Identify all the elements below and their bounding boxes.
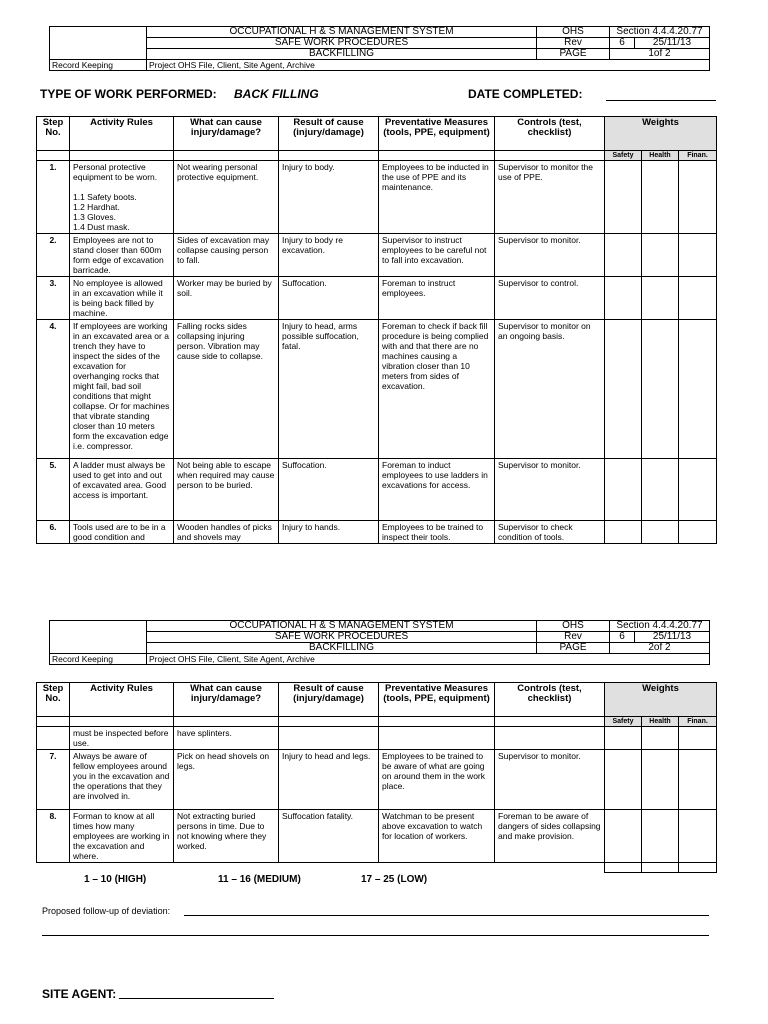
weight-cell[interactable] — [642, 750, 679, 810]
logo-cell — [50, 27, 147, 60]
record-keeping-label: Record Keeping — [50, 60, 147, 71]
col-cause: What can cause injury/damage? — [174, 683, 279, 717]
weight-cell[interactable] — [642, 810, 679, 863]
rev-label: Rev — [537, 38, 610, 49]
weight-cell[interactable] — [679, 459, 717, 521]
rev-value: 6 — [610, 632, 635, 643]
weight-cell[interactable] — [605, 810, 642, 863]
weight-cell[interactable] — [605, 277, 642, 320]
weight-cell[interactable] — [642, 521, 679, 544]
header-title-line1: OCCUPATIONAL H & S MANAGEMENT SYSTEM — [147, 27, 537, 38]
weight-cell[interactable] — [642, 320, 679, 459]
date-completed-label: DATE COMPLETED: — [468, 87, 583, 101]
weight-cell[interactable] — [605, 459, 642, 521]
section-code: Section 4.4.4.20.77 — [610, 27, 710, 38]
header-title-line3: BACKFILLING — [147, 643, 537, 654]
doc-header-page1 — [49, 26, 710, 71]
table-row: 7. Always be aware of fellow employees around you in the excavation and the operations that they are involved in. Pick on head shovels on legs. Injury to head and legs. Employees to be trained to be aware of what are going on around them in the work place. Supervisor to monitor. — [37, 750, 717, 810]
rev-label: Rev — [537, 632, 610, 643]
weight-cell[interactable] — [642, 863, 679, 873]
weight-cell[interactable] — [642, 234, 679, 277]
weight-cell[interactable] — [605, 750, 642, 810]
weight-cell[interactable] — [679, 727, 717, 750]
weight-cell[interactable] — [605, 863, 642, 873]
table-row: 1. Personal protective equipment to be worn. 1.1 Safety boots. 1.2 Hardhat. 1.3 Gloves. 1.4 Dust mask. Not wearing personal protective equipment. Injury to body. Employees to be inducted in the use of PPE and its maintenance. Supervisor to monitor the use of PPE. — [37, 161, 717, 234]
col-activity: Activity Rules — [70, 117, 174, 151]
col-safety: Safety — [605, 151, 642, 161]
page-label: PAGE — [537, 49, 610, 60]
weight-cell[interactable] — [679, 234, 717, 277]
header-title-line2: SAFE WORK PROCEDURES — [147, 38, 537, 49]
weight-cell[interactable] — [679, 277, 717, 320]
col-controls: Controls (test, checklist) — [495, 683, 605, 717]
followup-line-2[interactable] — [42, 935, 709, 936]
col-step: Step No. — [37, 683, 70, 717]
ohs-label: OHS — [537, 27, 610, 38]
weight-cell[interactable] — [679, 863, 717, 873]
header-title-line1: OCCUPATIONAL H & S MANAGEMENT SYSTEM — [147, 621, 537, 632]
table-row: 6. Tools used are to be in a good condition and Wooden handles of picks and shovels may Injury to hands. Employees to be trained to inspect their tools. Supervisor to check condition of tools. — [37, 521, 717, 544]
legend-high: 1 – 10 (HIGH) — [84, 874, 147, 885]
weight-cell[interactable] — [679, 750, 717, 810]
header-title-line2: SAFE WORK PROCEDURES — [147, 632, 537, 643]
table-row: 3. No employee is allowed in an excavation while it is being back filled by machine. Worker may be buried by soil. Suffocation. Foreman to instruct employees. Supervisor to control. — [37, 277, 717, 320]
site-agent-line[interactable] — [119, 998, 274, 999]
col-prevent: Preventative Measures (tools, PPE, equipment) — [379, 117, 495, 151]
legend-low: 17 – 25 (LOW) — [361, 874, 428, 885]
followup-label: Proposed follow-up of deviation: — [42, 906, 171, 916]
weight-cell[interactable] — [679, 161, 717, 234]
procedure-table-page1 — [36, 116, 717, 544]
weight-cell[interactable] — [605, 727, 642, 750]
weight-cell[interactable] — [605, 521, 642, 544]
rev-date: 25/11/13 — [635, 38, 710, 49]
type-of-work-value: BACK FILLING — [234, 87, 319, 101]
date-completed-line[interactable] — [606, 100, 716, 101]
procedure-table-page2 — [36, 682, 717, 873]
weight-cell[interactable] — [642, 161, 679, 234]
ohs-label: OHS — [537, 621, 610, 632]
rev-date: 25/11/13 — [635, 632, 710, 643]
col-cause: What can cause injury/damage? — [174, 117, 279, 151]
col-weights: Weights — [605, 683, 717, 717]
doc-header-page2 — [49, 620, 710, 665]
weight-cell[interactable] — [605, 234, 642, 277]
col-finan: Finan. — [679, 151, 717, 161]
col-controls: Controls (test, checklist) — [495, 117, 605, 151]
col-activity: Activity Rules — [70, 683, 174, 717]
page-number: 2of 2 — [610, 643, 710, 654]
followup-line-1[interactable] — [184, 915, 709, 916]
col-step: Step No. — [37, 117, 70, 151]
record-keeping-label: Record Keeping — [50, 654, 147, 665]
table-row: 5. A ladder must always be used to get into and out of excavated area. Good access is important. Not being able to escape when required may cause person to be buried. Suffocation. Foreman to induct employees to use ladders in excavations for access. Supervisor to monitor. — [37, 459, 717, 521]
header-title-line3: BACKFILLING — [147, 49, 537, 60]
weight-cell[interactable] — [679, 521, 717, 544]
weight-cell[interactable] — [642, 459, 679, 521]
weight-cell[interactable] — [605, 320, 642, 459]
weight-cell[interactable] — [679, 810, 717, 863]
col-finan: Finan. — [679, 717, 717, 727]
rev-value: 6 — [610, 38, 635, 49]
type-of-work-label: TYPE OF WORK PERFORMED: — [40, 87, 217, 101]
legend-medium: 11 – 16 (MEDIUM) — [218, 874, 301, 885]
table-row: 2. Employees are not to stand closer than 600m form edge of excavation barricade. Sides of excavation may collapse causing person to fall. Injury to body re excavation. Supervisor to instruct employees to be careful not to fall into excavation. Supervisor to monitor. — [37, 234, 717, 277]
site-agent-label: SITE AGENT: — [42, 987, 117, 1001]
col-result: Result of cause (injury/damage) — [279, 117, 379, 151]
section-code: Section 4.4.4.20.77 — [610, 621, 710, 632]
record-keeping-value: Project OHS File, Client, Site Agent, Archive — [147, 654, 710, 665]
logo-cell — [50, 621, 147, 654]
weight-cell[interactable] — [642, 277, 679, 320]
weight-cell[interactable] — [642, 727, 679, 750]
table-row: 4. If employees are working in an excavated area or a trench they have to inspect the sides of the excavation for overhanging rocks that might fail, bad soil conditions that might collapse. Or for machines that vibrate standing closer than 10 meters form the excavation edge i.e. compressor. Falling rocks sides collapsing injuring person. Vibration may cause side to collapse. Injury to head, arms possible suffocation, fatal. Foreman to check if back fill procedure is being complied with and that there are no machines causing a vibration closer than 10 meters from sides of excavation. Supervisor to monitor on an ongoing basis. — [37, 320, 717, 459]
table-row: 8. Forman to know at all times how many employees are working in the excavation and where. Not extracting buried persons in time. Due to not knowing where they worked. Suffocation fatality. Watchman to be present above excavation to watch for location of workers. Foreman to be aware of dangers of sides collapsing and make provision. — [37, 810, 717, 863]
page-label: PAGE — [537, 643, 610, 654]
col-safety: Safety — [605, 717, 642, 727]
table-row: must be inspected before use. have splinters. — [37, 727, 717, 750]
page-number: 1of 2 — [610, 49, 710, 60]
col-health: Health — [642, 151, 679, 161]
col-health: Health — [642, 717, 679, 727]
col-prevent: Preventative Measures (tools, PPE, equipment) — [379, 683, 495, 717]
weight-cell[interactable] — [679, 320, 717, 459]
weight-cell[interactable] — [605, 161, 642, 234]
col-weights: Weights — [605, 117, 717, 151]
record-keeping-value: Project OHS File, Client, Site Agent, Archive — [147, 60, 710, 71]
col-result: Result of cause (injury/damage) — [279, 683, 379, 717]
